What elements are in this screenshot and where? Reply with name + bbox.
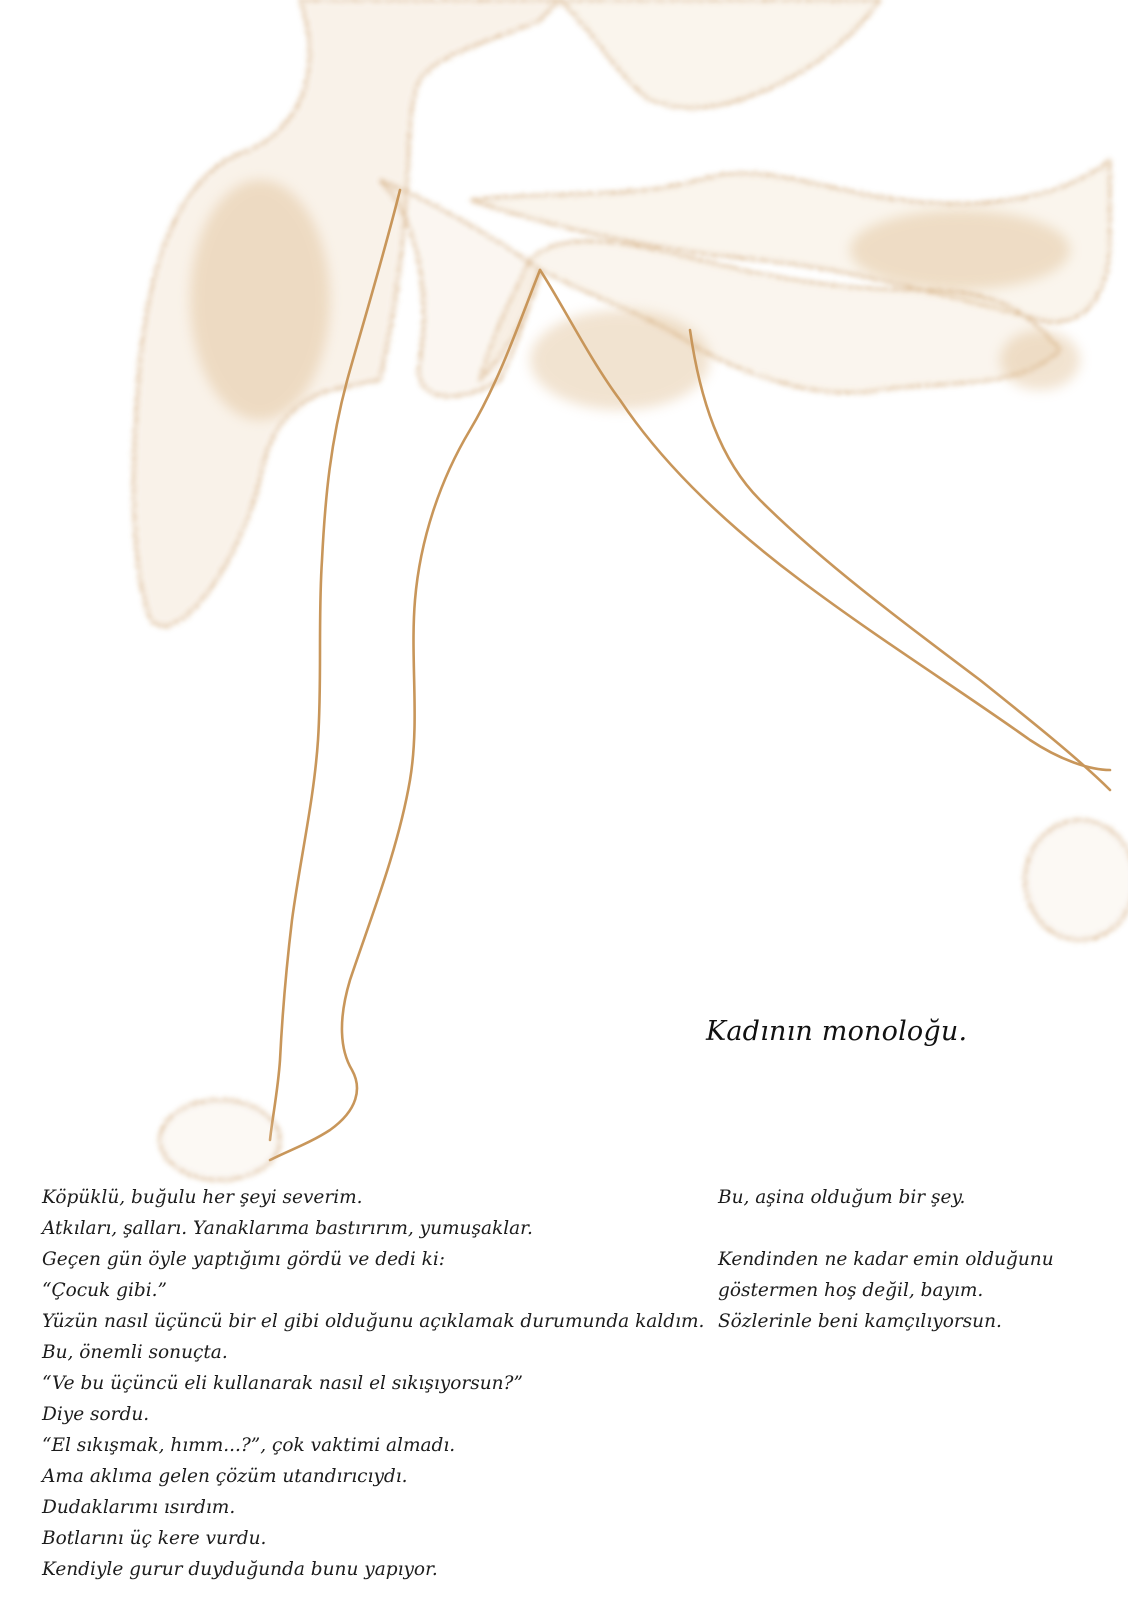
monologue-left-column	[42, 1182, 722, 1585]
text-line: Ama aklıma gelen çözüm utandırıcıydı.	[42, 1466, 408, 1487]
text-line: Botlarını üç kere vurdu.	[42, 1528, 267, 1549]
text-line: Geçen gün öyle yaptığımı gördü ve dedi ki:	[42, 1249, 446, 1270]
text-line: “Ve bu üçüncü eli kullanarak nasıl el sıkışıyorsun?”	[42, 1373, 523, 1394]
text-line: Atkıları, şalları. Yanaklarıma bastırırım, yumuşaklar.	[42, 1218, 533, 1239]
text-line: Kendinden ne kadar emin olduğunu	[718, 1249, 1054, 1270]
text-line	[718, 1213, 1118, 1244]
text-line: Bu, aşina olduğum bir şey.	[718, 1187, 966, 1208]
text-line: Kendiyle gurur duyduğunda bunu yapıyor.	[42, 1559, 438, 1580]
monologue-right-column	[718, 1182, 1118, 1337]
text-line: “El sıkışmak, hımm...?”, çok vaktimi almadı.	[42, 1435, 456, 1456]
text-line: göstermen hoş değil, bayım.	[718, 1280, 984, 1301]
text-line: Diye sordu.	[42, 1404, 150, 1425]
text-line: Dudaklarımı ısırdım.	[42, 1497, 236, 1518]
text-line: “Çocuk gibi.”	[42, 1280, 167, 1301]
text-line: Sözlerinle beni kamçılıyorsun.	[718, 1311, 1002, 1332]
text-line: Yüzün nasıl üçüncü bir el gibi olduğunu açıklamak durumunda kaldım.	[42, 1311, 705, 1332]
text-line: Bu, önemli sonuçta.	[42, 1342, 228, 1363]
page-title: Kadının monoloğu.	[706, 1016, 968, 1047]
pom-poms	[160, 820, 1128, 1180]
text-line: Köpüklü, buğulu her şeyi severim.	[42, 1187, 363, 1208]
